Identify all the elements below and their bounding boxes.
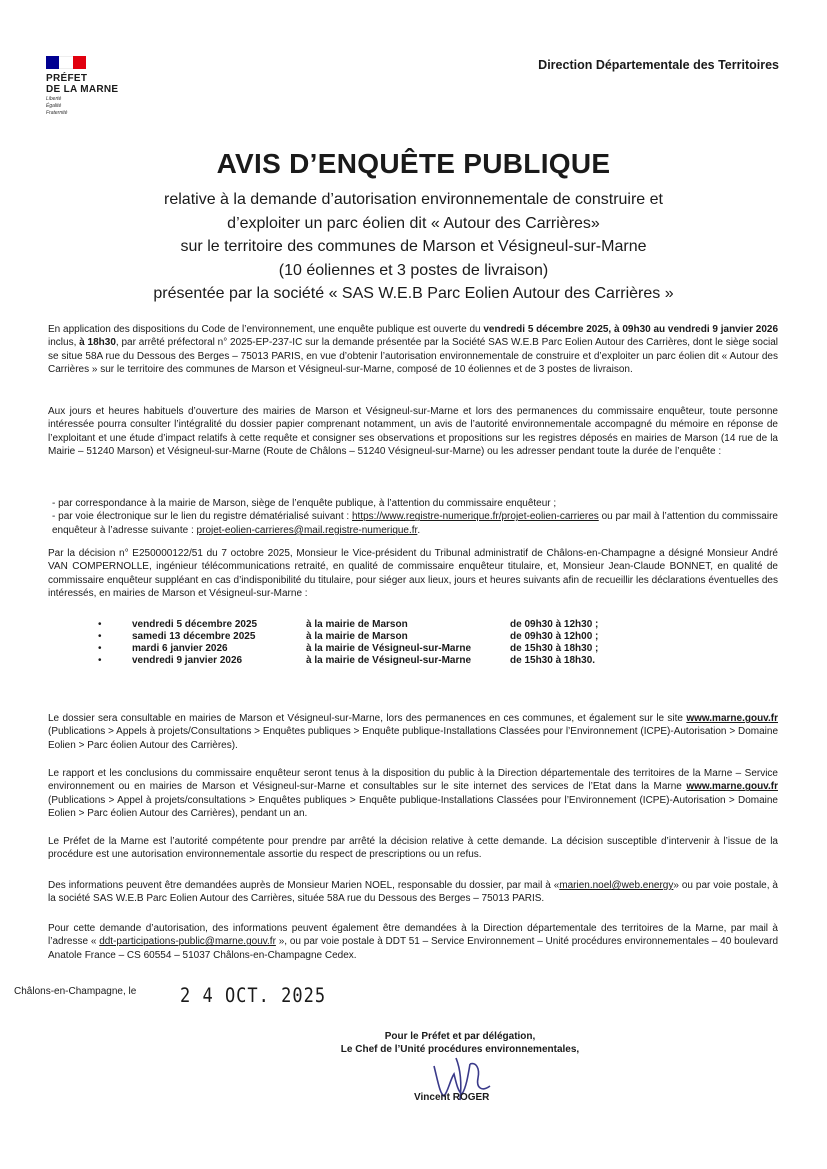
list-item: - par correspondance à la mairie de Marson, siège de l’enquête publique, à l’attention du commissaire enquêteur ;	[52, 498, 557, 509]
text: », ou par voie postale à DDT 51 – Service Environnement – Unité procédures environnementales – 40 boulevard Anatole France – CS 60554 – 51037 Châlons-en-Champagne Cedex.	[48, 936, 779, 961]
paragraph-decision	[48, 835, 778, 862]
text: - par voie électronique sur le lien du registre dématérialisé suivant :	[52, 511, 352, 523]
modalities-list	[48, 497, 778, 537]
bullet: •	[98, 619, 102, 630]
signature-line2: Le Chef de l’Unité procédures environnementales,	[340, 1044, 580, 1055]
perm-date: mardi 6 janvier 2026	[132, 643, 228, 654]
direction-label: Direction Départementale des Territoires	[538, 58, 779, 72]
prefet-line2: DE LA MARNE	[46, 84, 119, 95]
bullet: •	[98, 631, 102, 642]
text: Par la décision n° E250000122/51 du 7 octobre 2025, Monsieur le Vice-président du Tribunal administratif de Châlons-en-Champagne a désigné Monsieur André VAN COMPERNOLLE, ingénieur télécommunications retraité, en qualité de commissaire enquêteur titulaire, et, Monsieur Jean-Claude BONNET, en qualité de commissaire enquêteur suppléant en cas d’indisponibilité du titulaire, pour siéger aux lieux, jours et heures suivants afin de recueillir les déclarations éventuelles des intéressés, en mairies de Marson et Vésigneul-sur-Marne :	[48, 548, 778, 600]
table-row	[98, 619, 598, 631]
perm-lieu: à la mairie de Vésigneul-sur-Marne	[306, 655, 472, 666]
subtitle-line: sur le territoire des communes de Marson et Vésigneul-sur-Marne	[180, 238, 647, 255]
perm-heure: de 15h30 à 18h30.	[510, 655, 596, 666]
subtitle-line: relative à la demande d’autorisation environnementale de construire et	[164, 191, 663, 208]
perm-heure: de 09h30 à 12h30 ;	[510, 619, 599, 630]
text: (Publications > Appels à projets/Consultations > Enquêtes publiques > Enquête publique-Installations Classées pour l’Environnement (ICPE)-Autorisation > Domaine Eolien > Parc éolien Autour des Carrières).	[48, 726, 778, 751]
perm-lieu: à la mairie de Marson	[306, 631, 408, 642]
devise-fraternite: Fraternité	[46, 110, 68, 116]
text: » ou par voie postale, à la société SAS W.E.B Parc Eolien Autour des Carrières, située 58A rue du Dessous des Berges – 75013 PARIS.	[48, 880, 778, 905]
perm-lieu: à la mairie de Marson	[306, 619, 408, 630]
subtitle-line: (10 éoliennes et 3 postes de livraison)	[278, 261, 549, 279]
subtitle-line: présentée par la société « SAS W.E.B Parc Eolien Autour des Carrières »	[153, 285, 674, 302]
perm-date: samedi 13 décembre 2025	[132, 631, 256, 642]
paragraph-ddt	[48, 922, 778, 962]
devise-egalite: Égalité	[46, 103, 62, 109]
date-stamp: 2 4 OCT. 2025	[180, 984, 327, 1008]
table-row	[98, 643, 598, 655]
marne-gouv-link[interactable]: www.marne.gouv.fr	[686, 713, 778, 724]
text: Le Préfet de la Marne est l’autorité compétente pour prendre par arrêté la décision relative à cette demande. La décision susceptible d’intervenir à l’issue de la procédure est une autorisation environnementale assortie du respect de prescriptions ou un refus.	[48, 836, 778, 861]
text: Pour cette demande d’autorisation, des informations peuvent également être demandées à la Direction départementale des territoires de la Marne, par mail à l’adresse «	[48, 923, 778, 948]
perm-lieu: à la mairie de Vésigneul-sur-Marne	[306, 643, 472, 654]
paragraph-consultation	[48, 405, 778, 459]
bullet: •	[98, 655, 102, 666]
marianne-flag-icon	[46, 56, 86, 69]
text: Le dossier sera consultable en mairies de Marson et Vésigneul-sur-Marne, lors des permanences en ces communes, et également sur le site	[48, 713, 687, 724]
page-title: AVIS D’ENQUÊTE PUBLIQUE	[216, 148, 611, 179]
paragraph-dossier	[48, 712, 778, 752]
text: .	[417, 524, 421, 536]
marne-gouv-link[interactable]: www.marne.gouv.fr	[686, 781, 778, 793]
paragraph-ouverture	[48, 323, 778, 377]
registre-mail-link[interactable]: projet-eolien-carrieres@mail.registre-numerique.fr	[196, 524, 418, 536]
responsable-mail-link[interactable]: marien.noel@web.energy	[559, 880, 674, 891]
text: Des informations peuvent être demandées auprès de Monsieur Marien NOEL, responsable du dossier, par mail à «	[48, 880, 560, 891]
text: Le rapport et les conclusions du commissaire enquêteur seront tenus à la disposition du public à la Direction départementale des territoires de la Marne – Service environnement ou en mairies de Marson et Vésigneul-sur-Marne et consultables sur le site internet des services de l’Etat dans la Marne	[48, 768, 778, 793]
bullet: •	[98, 643, 102, 654]
ddt-mail-link[interactable]: ddt-participations-public@marne.gouv.fr	[99, 936, 276, 948]
paragraph-commissaire	[48, 547, 778, 601]
list-item	[48, 510, 778, 537]
registre-link[interactable]: https://www.registre-numerique.fr/projet-eolien-carrieres	[352, 511, 599, 523]
signature-line1: Pour le Préfet et par délégation,	[384, 1031, 536, 1042]
perm-heure: de 09h30 à 12h00 ;	[510, 631, 599, 642]
subtitle-line: d’exploiter un parc éolien dit « Autour des Carrières»	[227, 214, 600, 232]
text: , par arrêté préfectoral n° 2025-EP-237-IC sur la demande présentée par la Société SAS W.E.B Parc Eolien Autour des Carrières, dont le siège social se situe 58A rue du Dessous des Berges – 75013 PARIS, en vue d’obtenir l’autorisation environnementale de construire et d’exploiter un parc éolien dit « Autour des Carrières » sur le territoire des communes de Marson et Vésigneul-sur-Marne, composé de 10 éoliennes et de 3 postes de livraison.	[48, 337, 778, 376]
text: inclus,	[48, 337, 80, 349]
text: (Publications > Appel à projets/consultations > Enquêtes publiques > Enquête publique-Installations Classées pour l’Environnement (ICPE)-Autorisation > Domaine Eolien > Parc éolien Autour des Carrières), pendant un an.	[48, 794, 778, 820]
prefet-logo	[46, 56, 156, 116]
text: Aux jours et heures habituels d’ouverture des mairies de Marson et Vésigneul-sur-Marne et lors des permanences du commissaire enquêteur, toute personne intéressée pourra consulter l’intégralité du dossier papier comprenant notamment, un avis de l’autorité environnementale accompagné du mémoire en réponse de l’exploitant et une étude d’impact relatifs à cette requête et consigner ses observations et propositions sur les registres déposés en mairies de Marson (14 rue de la Mairie – 51240 Marson) et Vésigneul-sur-Marne (Route de Châlons – 51240 Vésigneul-sur-Marne) ou les adresser pendant toute la durée de l’enquête :	[48, 406, 778, 458]
devise-liberte: Liberté	[46, 96, 62, 102]
text-bold: vendredi 5 décembre 2025, à 09h30 au vendredi 9 janvier 2026	[483, 324, 779, 335]
permanences-table	[98, 619, 598, 667]
perm-date: vendredi 5 décembre 2025	[132, 619, 258, 630]
subtitle	[60, 188, 767, 306]
perm-heure: de 15h30 à 18h30 ;	[510, 643, 599, 654]
text: ou par mail à l’attention du commissaire enquêteur à l’adresse suivante :	[52, 511, 778, 536]
table-row	[98, 655, 598, 667]
text-bold: à 18h30	[79, 337, 116, 349]
prefet-line1: PRÉFET	[46, 73, 88, 84]
text: En application des dispositions du Code de l’environnement, une enquête publique est ouverte du	[48, 324, 484, 335]
perm-date: vendredi 9 janvier 2026	[132, 655, 243, 666]
signatory-name: Vincent ROGER	[414, 1092, 490, 1103]
paragraph-rapport	[48, 767, 778, 821]
place-label: Châlons-en-Champagne, le	[14, 986, 137, 997]
table-row	[98, 631, 598, 643]
paragraph-informations	[48, 879, 778, 906]
